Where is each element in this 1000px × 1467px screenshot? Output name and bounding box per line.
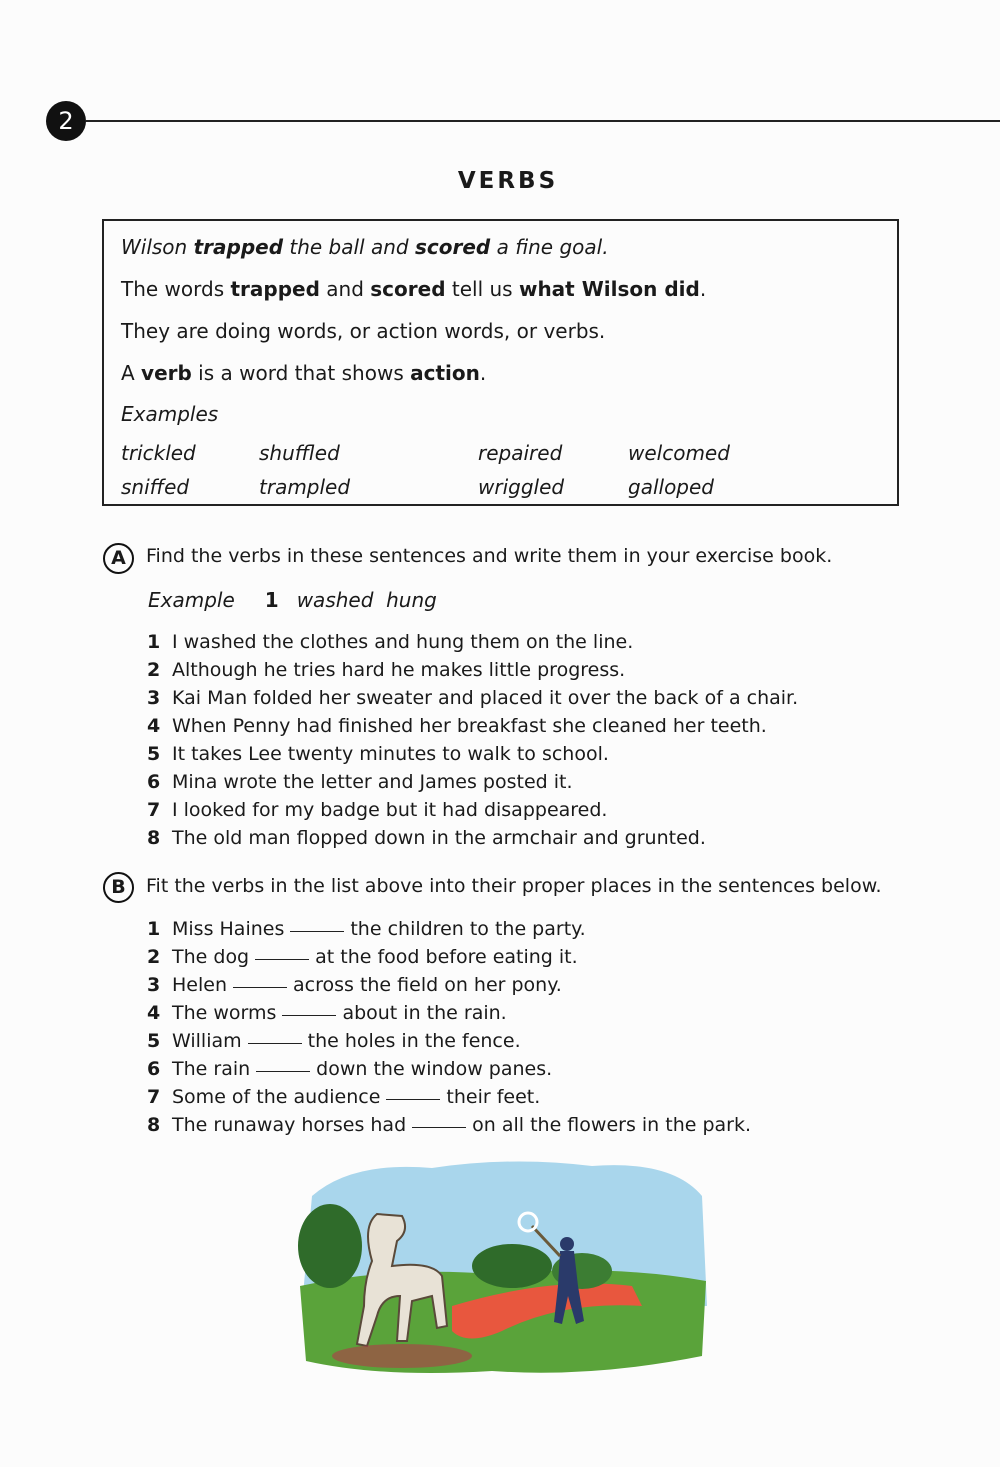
- list-item: 8 The old man flopped down in the armchair and grunted.: [147, 827, 706, 849]
- answer-blank[interactable]: [290, 931, 344, 932]
- info-line-3: They are doing words, or action words, or verbs.: [121, 319, 606, 343]
- answer-blank[interactable]: [282, 1015, 336, 1016]
- list-item: 4 The worms about in the rain.: [147, 1002, 507, 1024]
- header-rule: [86, 120, 1000, 122]
- info-line-2: The words trapped and scored tell us what Wilson did.: [121, 277, 707, 301]
- example-word: welcomed: [628, 441, 730, 465]
- horse-park-illustration: [292, 1156, 712, 1381]
- section-b-badge: B: [103, 872, 134, 903]
- answer-blank[interactable]: [412, 1127, 466, 1128]
- example-word: wriggled: [478, 475, 565, 499]
- section-b-instruction: Fit the verbs in the list above into their proper places in the sentences below.: [146, 875, 882, 897]
- man-head: [560, 1237, 574, 1251]
- flowers: [332, 1344, 472, 1368]
- list-item: 2 The dog at the food before eating it.: [147, 946, 578, 968]
- list-item: 4 When Penny had finished her breakfast she cleaned her teeth.: [147, 715, 767, 737]
- list-item: 3 Kai Man folded her sweater and placed it over the back of a chair.: [147, 687, 799, 709]
- info-box: [102, 219, 899, 506]
- answer-blank[interactable]: [248, 1043, 302, 1044]
- answer-blank[interactable]: [256, 1071, 310, 1072]
- list-item: 2 Although he tries hard he makes little progress.: [147, 659, 626, 681]
- section-a-example: Example 1 washed hung: [148, 588, 437, 612]
- example-word: trickled: [121, 441, 196, 465]
- info-line-4: A verb is a word that shows action.: [121, 361, 487, 385]
- list-item: 1 I washed the clothes and hung them on the line.: [147, 631, 634, 653]
- example-word: shuffled: [259, 441, 340, 465]
- example-word: repaired: [478, 441, 563, 465]
- list-item: 6 The rain down the window panes.: [147, 1058, 553, 1080]
- answer-blank[interactable]: [233, 987, 287, 988]
- section-b-list: [147, 915, 751, 1139]
- example-word: sniffed: [121, 475, 190, 499]
- list-item: 5 William the holes in the fence.: [147, 1030, 521, 1052]
- example-word: galloped: [628, 475, 714, 499]
- answer-blank[interactable]: [255, 959, 309, 960]
- section-a-badge: A: [103, 543, 134, 574]
- tree: [472, 1244, 552, 1288]
- examples-heading: Examples: [121, 402, 219, 426]
- list-item: 6 Mina wrote the letter and James posted it.: [147, 771, 573, 793]
- list-item: 1 Miss Haines the children to the party.: [147, 918, 586, 940]
- list-item: 7 Some of the audience their feet.: [147, 1086, 541, 1108]
- list-item: 3 Helen across the field on her pony.: [147, 974, 562, 996]
- answer-blank[interactable]: [386, 1099, 440, 1100]
- list-item: 7 I looked for my badge but it had disappeared.: [147, 799, 608, 821]
- tree: [298, 1204, 362, 1288]
- list-item: 5 It takes Lee twenty minutes to walk to school.: [147, 743, 609, 765]
- section-a-list: [147, 628, 798, 852]
- page-title: VERBS: [457, 168, 559, 194]
- list-item: 8 The runaway horses had on all the flowers in the park.: [147, 1114, 752, 1136]
- section-a-instruction: Find the verbs in these sentences and write them in your exercise book.: [146, 545, 833, 567]
- info-line-1: Wilson trapped the ball and scored a fine goal.: [121, 235, 609, 259]
- page-number: 2: [46, 101, 86, 141]
- example-word: trampled: [259, 475, 351, 499]
